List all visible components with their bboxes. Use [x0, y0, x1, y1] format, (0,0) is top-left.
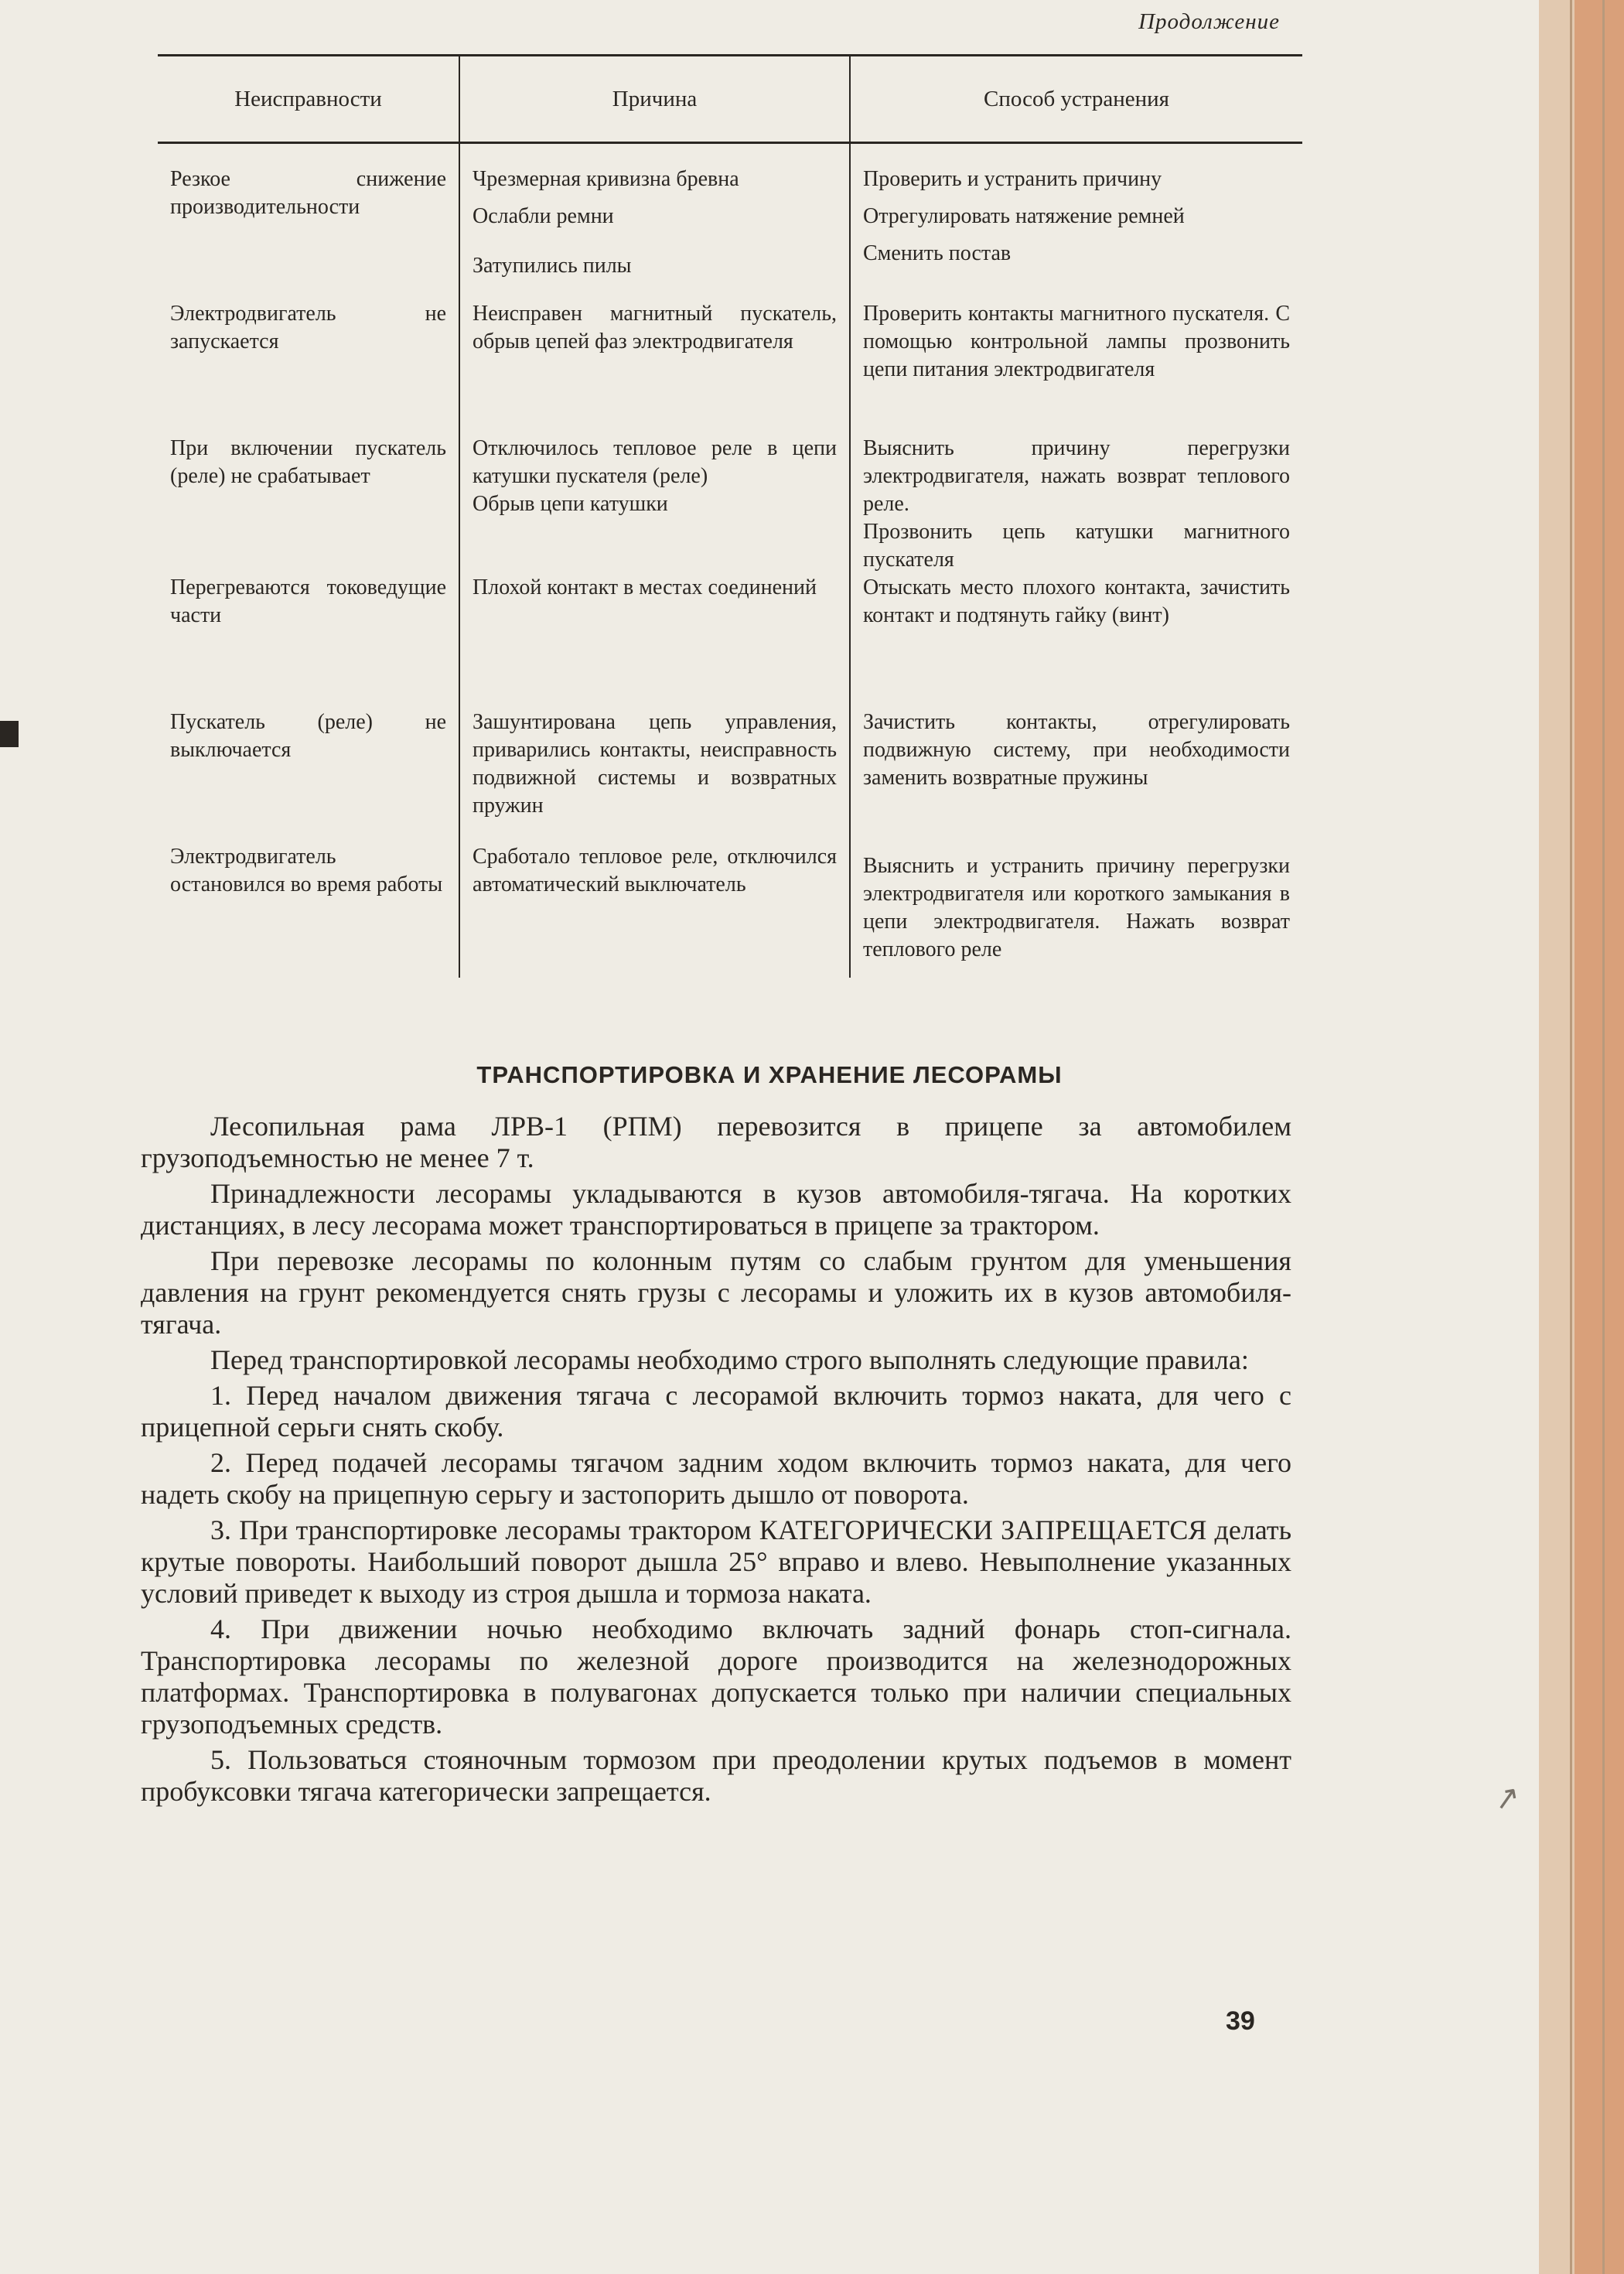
rule-item: 4. При движении ночью необходимо включать задний фонарь стоп-сигнала. Транспортировка лесорамы по железной дороге производится на железнодорожных платформах. Транспортировка в полувагонах допускается только при наличии специальных грузоподъемных средств.	[141, 1613, 1291, 1740]
fault-cell	[158, 708, 459, 843]
cause-cell	[459, 143, 850, 301]
faults-table	[158, 54, 1302, 978]
cause-cell	[459, 574, 850, 708]
paragraph: Перед транспортировкой лесорамы необходимо строго выполнять следующие правила:	[210, 1344, 1249, 1375]
remedy-cell	[850, 435, 1302, 574]
remedy-cell	[850, 300, 1302, 435]
paragraph: Принадлежности лесорамы укладываются в кузов автомобиля-тягача. На коротких дистанциях, в лесу лесорама может транспортироваться в прицепе за трактором.	[141, 1178, 1291, 1241]
fault-cell	[158, 300, 459, 435]
column-header-faults: Неисправности	[158, 56, 459, 143]
table-header-row	[158, 56, 1302, 143]
fault-text: При включении пускатель (реле) не срабатывает	[170, 436, 446, 488]
page-edge-line	[1602, 0, 1605, 2274]
cause-text: Отключилось тепловое реле в цепи катушки пускателя (реле)	[473, 436, 837, 488]
cause-cell	[459, 843, 850, 978]
remedy-text: Выяснить причину перегрузки электродвигателя, нажать возврат теплового реле.	[863, 436, 1290, 516]
paragraph: Лесопильная рама ЛРВ-1 (РПМ) перевозится в прицепе за автомобилем грузоподъемностью не менее 7 т.	[141, 1111, 1291, 1173]
fault-text: Электродвигатель остановился во время работы	[170, 845, 443, 896]
remedy-text: Выяснить и устранить причину перегрузки электродвигателя или короткого замыкания в цепи электродвигателя. Нажать возврат теплового реле	[863, 854, 1290, 961]
fault-text: Резкое снижение производительности	[170, 167, 446, 219]
fault-text: Электродвигатель не запускается	[170, 302, 446, 353]
pencil-scribble: ↗	[1491, 1778, 1523, 1818]
table-row	[158, 300, 1302, 435]
table-row	[158, 435, 1302, 574]
cause-text: Сработало тепловое реле, отключился автоматический выключатель	[473, 845, 837, 896]
fault-text: Пускатель (реле) не выключается	[170, 710, 446, 762]
remedy-text: Прозвонить цепь катушки магнитного пускателя	[863, 520, 1290, 572]
rule-item: 5. Пользоваться стояночным тормозом при преодолении крутых подъемов в момент пробуксовки тягача категорически запрещается.	[141, 1744, 1291, 1807]
cause-text: Затупились пилы	[473, 254, 632, 278]
cause-text: Неисправен магнитный пускатель, обрыв цепей фаз электродвигателя	[473, 302, 837, 353]
cause-text: Зашунтирована цепь управления, приварились контакты, неисправность подвижной системы и возвратных пружин	[473, 710, 837, 818]
remedy-text: Зачистить контакты, отрегулировать подвижную систему, при необходимости заменить возвратные пружины	[863, 710, 1290, 790]
rule-item: 2. Перед подачей лесорамы тягачом задним ходом включить тормоз наката, для чего надеть скобу на прицепную серьгу и застопорить дышло от поворота.	[141, 1447, 1291, 1510]
remedy-text: Отрегулировать натяжение ремней	[863, 204, 1185, 228]
remedy-text: Сменить постав	[863, 241, 1012, 265]
table-row	[158, 843, 1302, 978]
table-row	[158, 143, 1302, 301]
section-title: ТРАНСПОРТИРОВКА И ХРАНЕНИЕ ЛЕСОРАМЫ	[476, 1061, 1063, 1088]
remedy-cell	[850, 843, 1302, 978]
table-row	[158, 708, 1302, 843]
fault-cell	[158, 843, 459, 978]
cause-text: Плохой контакт в местах соединений	[473, 575, 817, 599]
cause-cell	[459, 300, 850, 435]
rule-item: 1. Перед началом движения тягача с лесорамой включить тормоз наката, для чего с прицепной серьги снять скобу.	[141, 1380, 1291, 1443]
cause-text: Ослабли ремни	[473, 204, 614, 228]
remedy-cell	[850, 574, 1302, 708]
cause-cell	[459, 435, 850, 574]
page-edge-line	[1570, 0, 1572, 2274]
remedy-text: Отыскать место плохого контакта, зачистить контакт и подтянуть гайку (винт)	[863, 575, 1290, 627]
fault-cell	[158, 143, 459, 301]
continuation-label: Продолжение	[1138, 9, 1280, 34]
fault-text: Перегреваются токоведущие части	[170, 575, 446, 627]
column-header-remedy: Способ устранения	[850, 56, 1302, 143]
paragraph: При перевозке лесорамы по колонным путям со слабым грунтом для уменьшения давления на грунт рекомендуется снять грузы с лесорамы и уложить их в кузов автомобиля-тягача.	[141, 1245, 1291, 1340]
margin-mark	[0, 721, 19, 747]
remedy-cell	[850, 143, 1302, 301]
cause-cell	[459, 708, 850, 843]
cause-text: Чрезмерная кривизна бревна	[473, 167, 739, 191]
remedy-text: Проверить контакты магнитного пускателя. С помощью контрольной лампы прозвонить цепи питания электродвигателя	[863, 302, 1290, 381]
fault-cell	[158, 435, 459, 574]
fault-cell	[158, 574, 459, 708]
rule-item: 3. При транспортировке лесорамы трактором КАТЕГОРИЧЕСКИ ЗАПРЕЩАЕТСЯ делать крутые повороты. Наибольший поворот дышла 25° вправо и влево. Невыполнение указанных условий приведет к выходу из строя дышла и тормоза наката.	[141, 1514, 1291, 1609]
page-number: 39	[1226, 2006, 1255, 2036]
cause-text: Обрыв цепи катушки	[473, 492, 668, 516]
remedy-text: Проверить и устранить причину	[863, 167, 1162, 191]
table-row	[158, 574, 1302, 708]
column-header-cause: Причина	[459, 56, 850, 143]
remedy-cell	[850, 708, 1302, 843]
page-edge-outer	[1575, 0, 1624, 2274]
body-text	[141, 1111, 1291, 1811]
